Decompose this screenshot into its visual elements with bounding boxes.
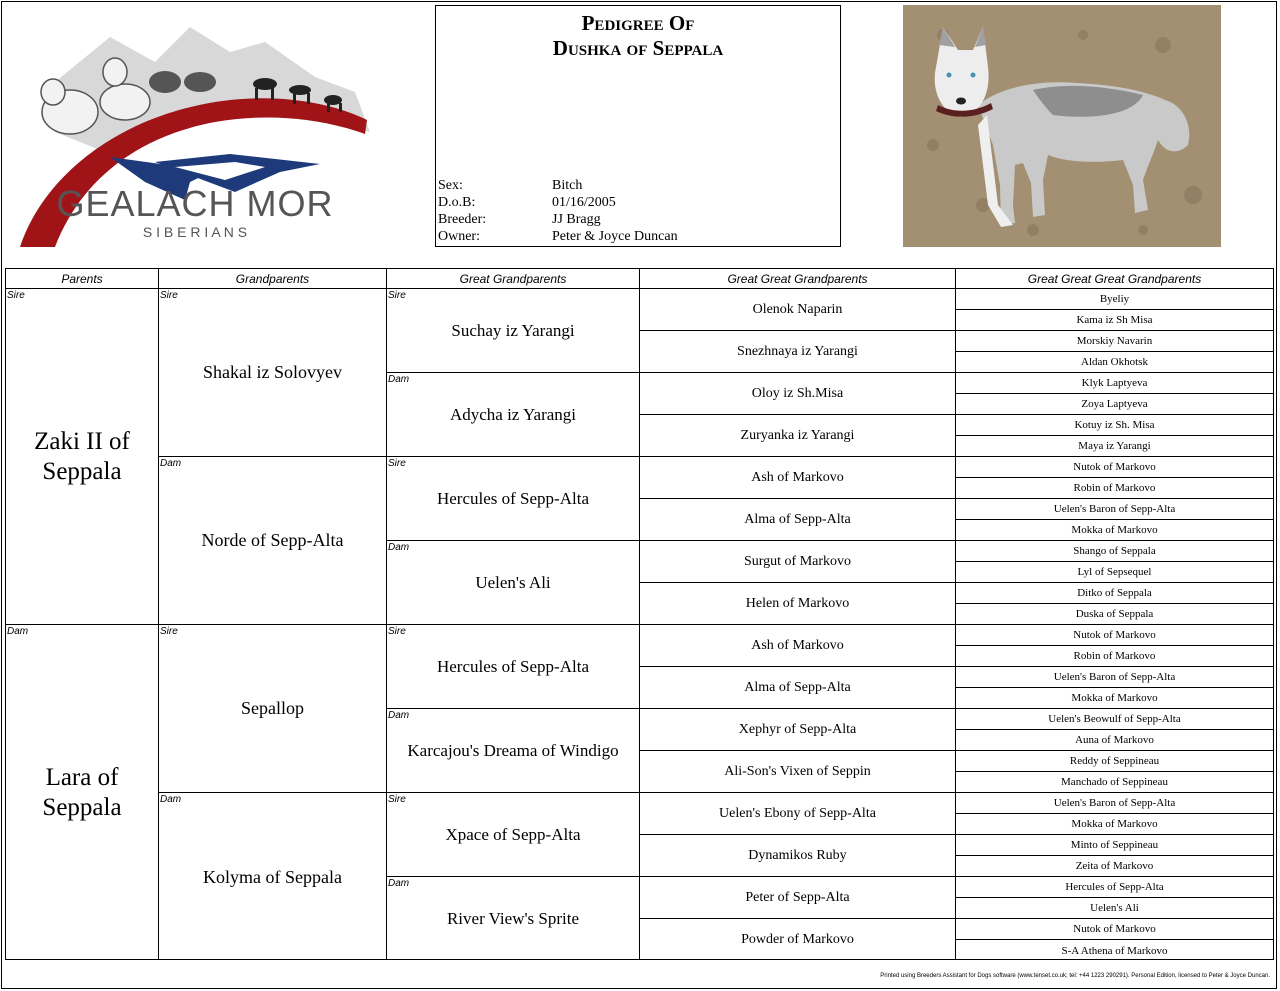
print-footer: Printed using Breeders Assistant for Dogs software (www.tenset.co.uk; tel: +44 1223 290291). Personal Edition, licensed to Peter & Joyce Duncan.	[880, 973, 1270, 979]
pedigree-cell	[956, 352, 1273, 373]
pedigree-cell	[956, 331, 1273, 352]
dog-name: S-A Athena of Markovo	[1061, 944, 1168, 957]
role-label: Sire	[388, 794, 406, 805]
dog-name: Norde of Sepp-Alta	[201, 530, 344, 550]
pedigree-cell	[956, 772, 1273, 793]
pedigree-cell	[640, 289, 955, 331]
pedigree-cell	[387, 709, 639, 793]
role-label: Dam	[388, 542, 410, 553]
dog-name: Nutok of Markovo	[1073, 629, 1156, 641]
pedigree-cell	[956, 541, 1273, 562]
pedigree-cell	[387, 457, 639, 541]
pedigree-cell	[640, 877, 955, 919]
dog-name: Uelen's Baron of Sepp-Alta	[1053, 671, 1176, 683]
pedigree-cell	[956, 688, 1273, 709]
dog-name: Hercules of Sepp-Alta	[436, 488, 589, 508]
pedigree-cell	[956, 646, 1273, 667]
logo-subtitle: S I B E R I A N S	[142, 224, 248, 240]
dog-name: Suchay iz Yarangi	[451, 320, 575, 340]
great-great-grandparents-column	[640, 269, 956, 959]
role-label: Dam	[388, 710, 410, 721]
pedigree-cell	[159, 457, 386, 625]
title-line-2: Dushka of Seppala	[552, 36, 724, 60]
dog-name: Karcajou's Dreama of Windigo	[407, 740, 619, 760]
detail-label: Owner:	[438, 229, 480, 244]
detail-value: Peter & Joyce Duncan	[552, 229, 678, 244]
dog-name: Olenok Naparin	[752, 301, 843, 317]
pedigree-cell	[387, 289, 639, 373]
dog-name: Uelen's Baron of Sepp-Alta	[1053, 503, 1176, 515]
dog-name: Shango of Seppala	[1073, 545, 1156, 557]
pedigree-cell	[640, 709, 955, 751]
pedigree-cell	[956, 856, 1273, 877]
dog-name: Robin of Markovo	[1073, 482, 1156, 494]
pedigree-cell	[956, 877, 1273, 898]
pedigree-cell	[640, 625, 955, 667]
pedigree-cell	[956, 394, 1273, 415]
dog-details	[438, 177, 678, 245]
pedigree-cell	[956, 751, 1273, 772]
dog-name: Mokka of Markovo	[1071, 692, 1158, 704]
dog-name: Shakal iz Solovyev	[203, 362, 342, 382]
dog-name: Dynamikos Ruby	[748, 847, 847, 863]
pedigree-cell	[956, 940, 1273, 961]
dog-name: Alma of Sepp-Alta	[744, 511, 851, 527]
pedigree-cell	[956, 289, 1273, 310]
pedigree-cell	[956, 499, 1273, 520]
pedigree-cell	[640, 331, 955, 373]
column-header-parents: Parents	[6, 269, 158, 289]
pedigree-cell	[956, 436, 1273, 457]
dog-name: Zeita of Markovo	[1075, 860, 1154, 872]
pedigree-cell	[6, 625, 158, 961]
dog-name: Morskiy Navarin	[1076, 335, 1153, 347]
pedigree-cell	[956, 898, 1273, 919]
dog-name: Auna of Markovo	[1075, 734, 1154, 746]
detail-label: Breeder:	[438, 212, 487, 227]
dog-name: Zoya Laptyeva	[1081, 398, 1148, 410]
role-label: Sire	[388, 290, 406, 301]
dog-name: Hercules of Sepp-Alta	[436, 656, 589, 676]
pedigree-cell	[956, 583, 1273, 604]
role-label: Dam	[160, 458, 182, 469]
pedigree-cell	[640, 793, 955, 835]
pedigree-cell	[956, 457, 1273, 478]
pedigree-cell	[640, 373, 955, 415]
page-title	[436, 11, 840, 61]
pedigree-cell	[640, 919, 955, 961]
dog-name: Reddy of Seppineau	[1069, 755, 1160, 767]
role-label: Dam	[388, 878, 410, 889]
dog-name: Uelen's Baron of Sepp-Alta	[1053, 797, 1176, 809]
dog-name: Maya iz Yarangi	[1078, 440, 1151, 452]
dog-name: Mokka of Markovo	[1071, 524, 1158, 536]
detail-value: JJ Bragg	[552, 212, 601, 227]
dog-name: Zuryanka iz Yarangi	[740, 427, 855, 443]
dog-name: Hercules of Sepp-Alta	[1065, 881, 1164, 893]
pedigree-cell	[956, 919, 1273, 940]
dog-name: Ash of Markovo	[751, 469, 844, 485]
column-header-grandparents: Grandparents	[159, 269, 386, 289]
dog-name: Nutok of Markovo	[1073, 923, 1156, 935]
column-header-great-grandparents: Great Grandparents	[387, 269, 639, 289]
pedigree-cell	[640, 751, 955, 793]
pedigree-cell	[159, 289, 386, 457]
detail-label: D.o.B:	[438, 195, 476, 210]
detail-breeder	[438, 211, 678, 228]
dog-name: Zaki II of Seppala	[34, 427, 130, 485]
pedigree-cell	[956, 730, 1273, 751]
dog-name: Ali-Son's Vixen of Seppin	[724, 763, 871, 779]
dog-name: Aldan Okhotsk	[1081, 356, 1148, 368]
dog-name: Surgut of Markovo	[743, 553, 852, 569]
pedigree-cell	[956, 793, 1273, 814]
dog-photo	[903, 5, 1221, 247]
parents-column	[6, 269, 159, 959]
pedigree-table	[5, 268, 1274, 960]
detail-value: Bitch	[552, 178, 583, 193]
pedigree-cell	[640, 835, 955, 877]
pedigree-cell	[956, 625, 1273, 646]
role-label: Sire	[160, 626, 178, 637]
dog-name: Sepallop	[241, 698, 304, 718]
pedigree-cell	[159, 625, 386, 793]
dog-name: Minto of Seppineau	[1070, 839, 1159, 851]
pedigree-header	[435, 5, 841, 247]
detail-dob	[438, 194, 678, 211]
dog-name: Uelen's Ali	[1090, 902, 1139, 914]
detail-label: Sex:	[438, 178, 463, 193]
column-header-great-great-great-grandparents: Great Great Great Grandparents	[956, 269, 1273, 289]
pedigree-cell	[387, 625, 639, 709]
role-label: Sire	[388, 626, 406, 637]
dog-name: Kolyma of Seppala	[203, 866, 342, 887]
pedigree-cell	[956, 310, 1273, 331]
dog-name: Alma of Sepp-Alta	[744, 679, 851, 695]
column-header-great-great-grandparents: Great Great Grandparents	[640, 269, 955, 289]
detail-value: 01/16/2005	[552, 195, 616, 210]
logo-wordmark: GEALACH MOR	[56, 183, 334, 224]
dog-name: Xpace of Sepp-Alta	[445, 824, 581, 844]
pedigree-cell	[956, 415, 1273, 436]
dog-name: Manchado of Seppineau	[1061, 776, 1168, 788]
dog-name: Powder of Markovo	[741, 932, 854, 947]
dog-name: Kama iz Sh Misa	[1076, 314, 1153, 326]
dog-name: Peter of Sepp-Alta	[745, 889, 850, 905]
pedigree-cell	[640, 415, 955, 457]
dog-name: Oloy iz Sh.Misa	[751, 385, 844, 401]
pedigree-cell	[956, 562, 1273, 583]
detail-owner	[438, 228, 678, 245]
dog-name: Uelen's Ebony of Sepp-Alta	[719, 805, 876, 821]
dog-name: Uelen's Beowulf of Sepp-Alta	[1048, 713, 1181, 725]
dog-name: Uelen's Ali	[475, 572, 551, 592]
dog-name: Klyk Laptyeva	[1081, 377, 1148, 389]
pedigree-cell	[956, 814, 1273, 835]
role-label: Dam	[160, 794, 182, 805]
pedigree-cell	[956, 835, 1273, 856]
dog-name: Robin of Markovo	[1073, 650, 1156, 662]
dog-name: Duska of Seppala	[1075, 608, 1154, 620]
role-label: Dam	[7, 626, 29, 637]
pedigree-cell	[956, 520, 1273, 541]
great-great-great-grandparents-column	[956, 269, 1273, 959]
pedigree-cell	[956, 373, 1273, 394]
pedigree-cell	[956, 709, 1273, 730]
pedigree-cell	[6, 289, 158, 625]
dog-name: Kotuy iz Sh. Misa	[1074, 419, 1155, 431]
role-label: Sire	[160, 290, 178, 301]
detail-sex	[438, 177, 678, 194]
pedigree-cell	[640, 667, 955, 709]
dog-name: Ash of Markovo	[751, 637, 844, 653]
kennel-logo	[15, 22, 380, 252]
dog-name: Helen of Markovo	[745, 595, 850, 611]
pedigree-cell	[956, 478, 1273, 499]
great-grandparents-column	[387, 269, 640, 959]
pedigree-cell	[640, 583, 955, 625]
dog-name: Nutok of Markovo	[1073, 461, 1156, 473]
dog-name: Lara of Seppala	[42, 764, 122, 821]
dog-name: Snezhnaya iz Yarangi	[737, 343, 858, 359]
role-label: Sire	[388, 458, 406, 469]
dog-name: River View's Sprite	[446, 909, 580, 928]
pedigree-cell	[387, 373, 639, 457]
dog-name: Ditko of Seppala	[1077, 587, 1152, 599]
dog-name: Byeliy	[1099, 293, 1130, 305]
pedigree-cell	[387, 793, 639, 877]
pedigree-cell	[387, 541, 639, 625]
role-label: Dam	[388, 374, 410, 385]
dog-name: Adycha iz Yarangi	[449, 404, 577, 424]
title-line-1: Pedigree Of	[581, 11, 695, 35]
dog-name: Xephyr of Sepp-Alta	[738, 721, 857, 737]
pedigree-cell	[640, 457, 955, 499]
pedigree-cell	[640, 499, 955, 541]
pedigree-cell	[159, 793, 386, 961]
pedigree-cell	[956, 667, 1273, 688]
pedigree-cell	[956, 604, 1273, 625]
dog-name: Lyl of Sepsequel	[1077, 566, 1152, 578]
role-label: Sire	[7, 290, 25, 301]
pedigree-cell	[640, 541, 955, 583]
dog-name: Mokka of Markovo	[1071, 818, 1158, 830]
grandparents-column	[159, 269, 387, 959]
pedigree-cell	[387, 877, 639, 961]
